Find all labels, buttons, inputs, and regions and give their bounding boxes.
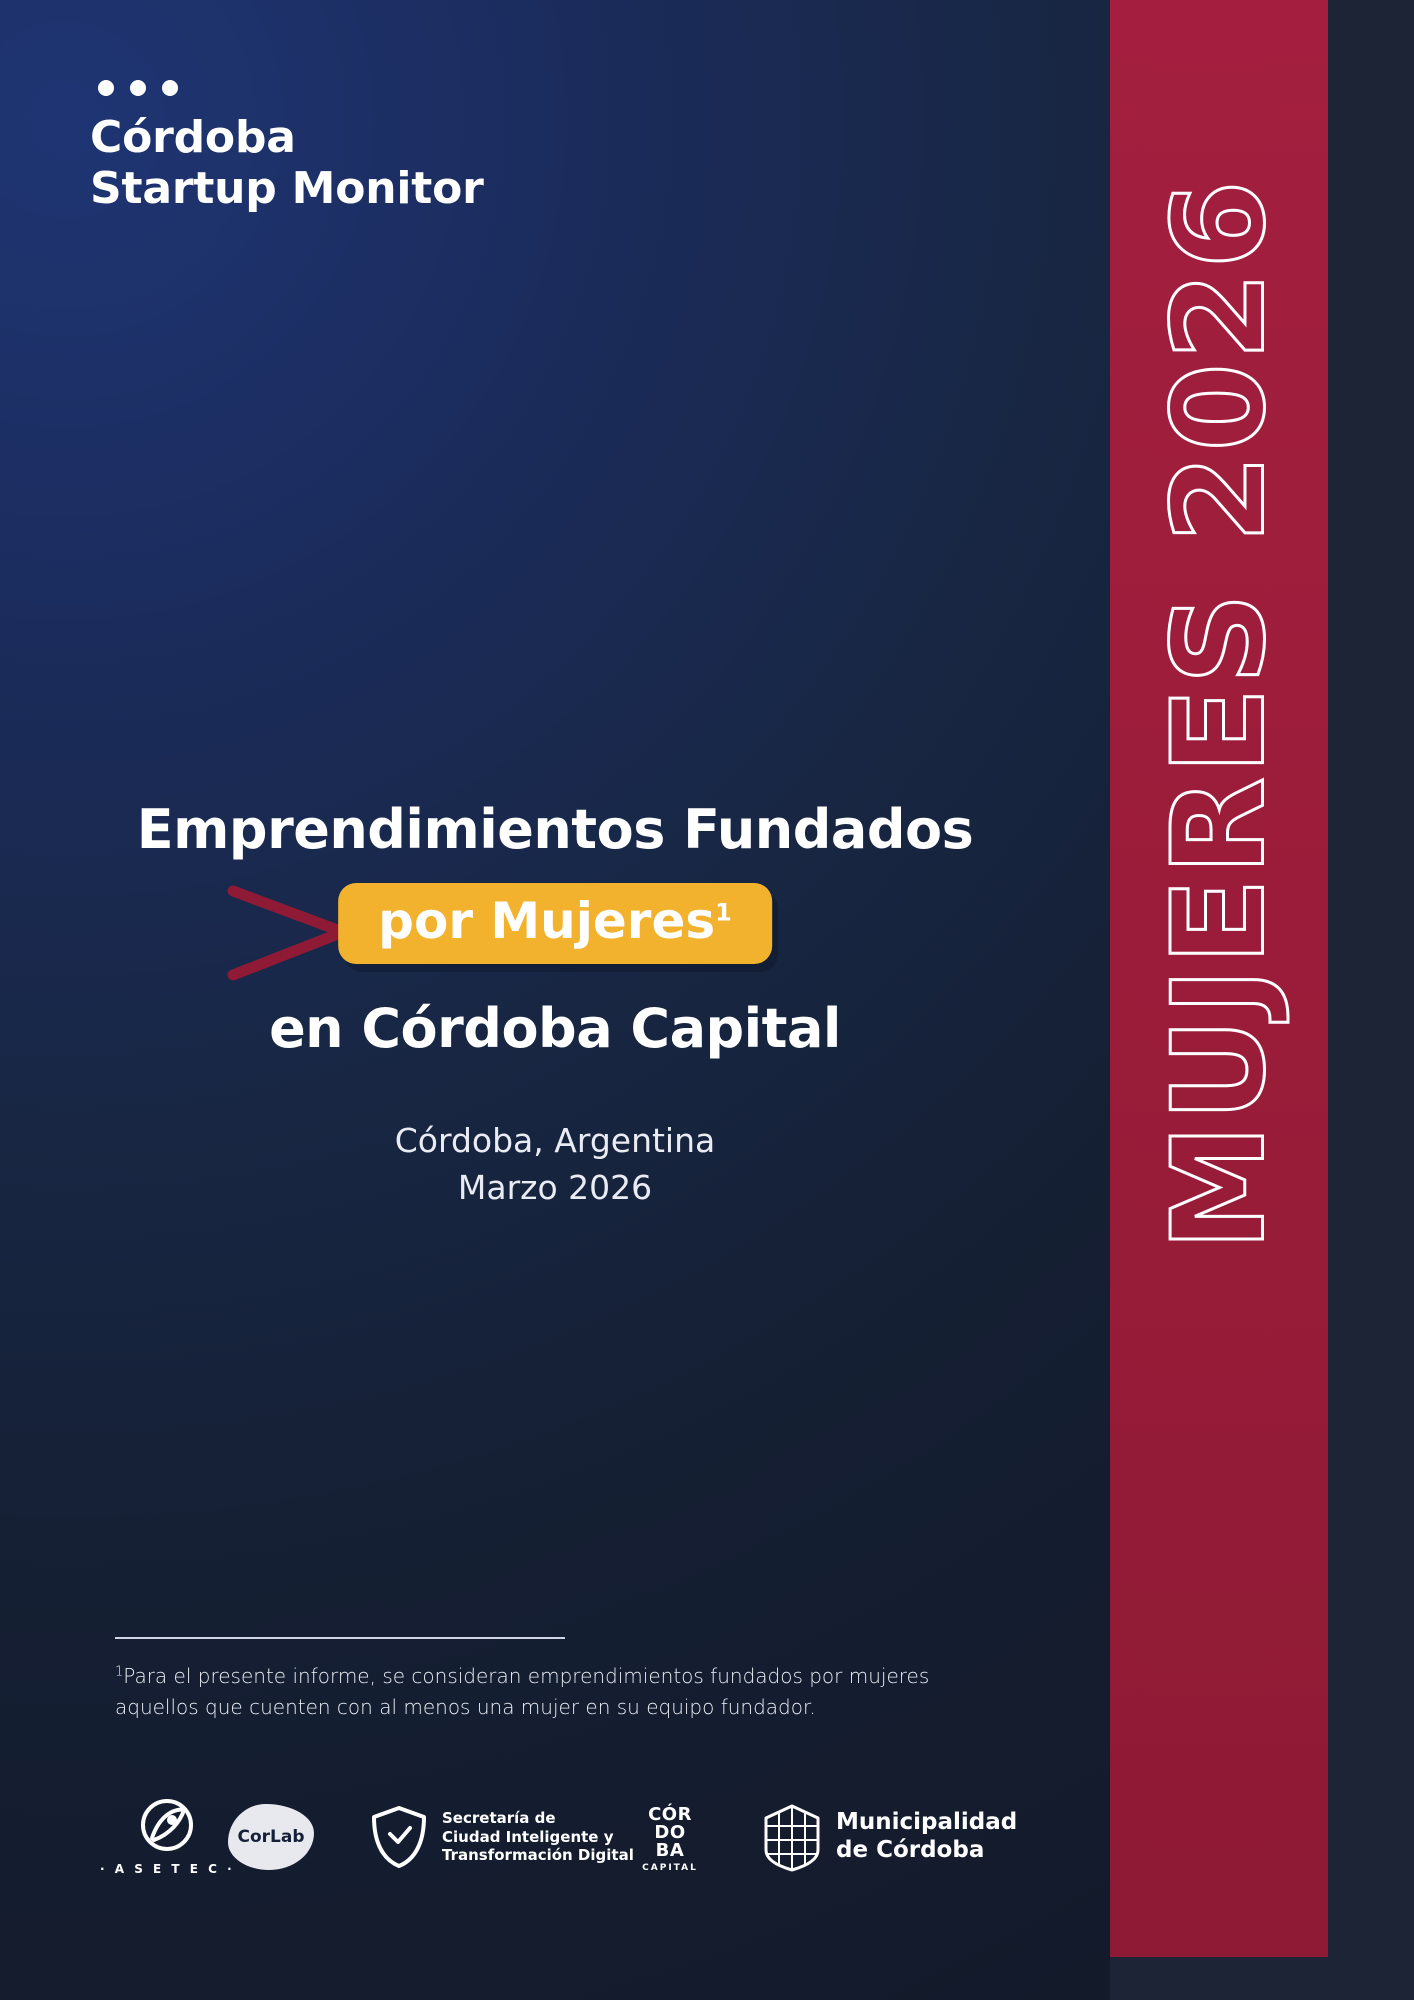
- partner-cba-label-4: CAPITAL: [642, 1862, 698, 1873]
- partner-corlab-label: CorLab: [237, 1827, 305, 1847]
- partner-secretaria-label: [442, 1809, 634, 1865]
- page-title-highlight-row: [0, 869, 1110, 979]
- partner-municipalidad-label-1: Municipalidad: [836, 1809, 1018, 1836]
- dot-icon: [98, 80, 114, 96]
- footnote: [115, 1637, 995, 1723]
- dot-icon: [130, 80, 146, 96]
- footnote-divider: [115, 1637, 565, 1639]
- cover-date: Marzo 2026: [457, 1168, 653, 1208]
- brand-name-line-2: Startup Monitor: [90, 163, 484, 215]
- footnote-marker: 1: [715, 898, 732, 927]
- brand-name-line-1: Córdoba: [90, 112, 296, 163]
- partner-asetec: [100, 1798, 235, 1876]
- page-title-line-1: Emprendimientos Fundados: [136, 798, 974, 861]
- partner-secretaria-label-2: Ciudad Inteligente y: [442, 1827, 614, 1846]
- corlab-logo-icon: [228, 1804, 314, 1870]
- municipalidad-crest-icon: [760, 1802, 824, 1872]
- footnote-number: 1: [115, 1664, 124, 1680]
- partner-municipalidad: [760, 1802, 1017, 1872]
- partner-municipalidad-label: [836, 1809, 1017, 1864]
- partner-cba-label-1: CÓR: [648, 1803, 692, 1825]
- shield-icon: [368, 1804, 430, 1870]
- partner-corlab: [228, 1804, 314, 1870]
- page-title-line-3: en Córdoba Capital: [269, 997, 841, 1061]
- page-title-highlight: [338, 883, 772, 964]
- cover-location: Córdoba, Argentina: [394, 1121, 716, 1161]
- partner-asetec-label: · A S E T E C ·: [100, 1862, 235, 1876]
- page-title-highlight-text: por Mujeres: [378, 892, 716, 951]
- brand-logo: [90, 80, 560, 242]
- partner-cordoba-capital: [628, 1800, 712, 1878]
- cover-meta: [0, 1118, 1110, 1212]
- footnote-text: Para el presente informe, se consideran emprendimientos fundados por mujeres aquellos que cuenten con al menos una mujer en su equipo fundador.: [115, 1664, 930, 1719]
- dot-icon: [162, 80, 178, 96]
- partner-cba-label-3: BA: [655, 1839, 685, 1861]
- side-band: [1110, 0, 1328, 1957]
- partner-municipalidad-label-2: de Córdoba: [836, 1837, 985, 1863]
- partner-secretaria-label-3: Transformación Digital: [442, 1846, 634, 1865]
- asetec-logo-icon: [136, 1798, 198, 1856]
- partner-secretaria-label-1: Secretaría de: [442, 1808, 556, 1827]
- partner-secretaria: [368, 1804, 634, 1870]
- partner-logos: [100, 1790, 1018, 1900]
- logo-dots-bottom: [528, 226, 560, 242]
- cordoba-capital-icon: [628, 1800, 712, 1878]
- logo-dots-top: [98, 80, 560, 96]
- partner-cba-label-2: DO: [654, 1821, 686, 1843]
- cover-title-block: [0, 800, 1110, 1212]
